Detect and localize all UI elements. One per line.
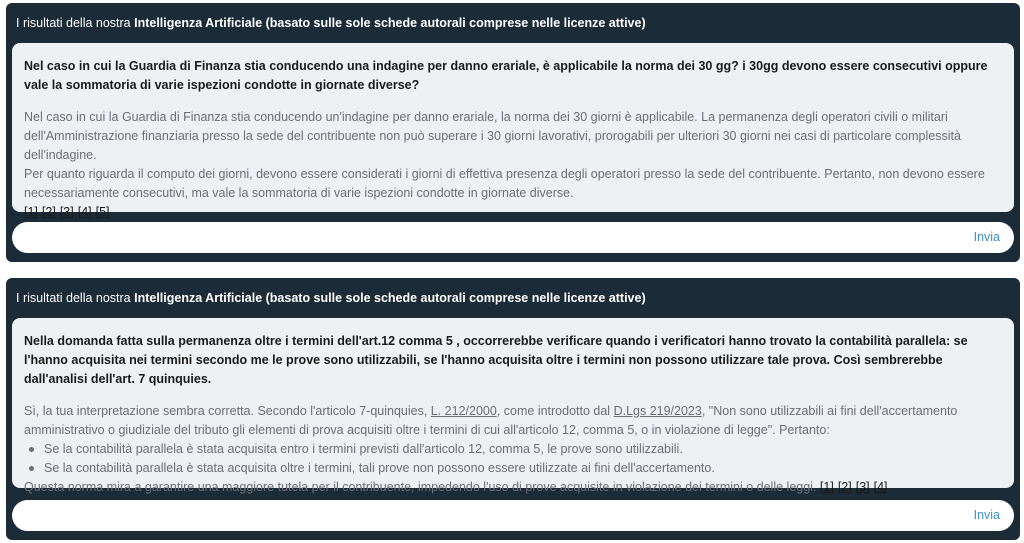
reference-link[interactable]: [4] — [77, 205, 92, 219]
list-item: Se la contabilità parallela è stata acquisita oltre i termini, tali prove non possono essere utilizzate ai fini dell'accertamento. — [24, 459, 1002, 478]
answer-intro: Sì, la tua interpretazione sembra corretta. Secondo l'articolo 7-quinquies, — [24, 404, 431, 418]
law-link[interactable]: D.Lgs 219/2023 — [613, 404, 702, 418]
bullet-list — [24, 440, 1002, 478]
reference-link[interactable]: [5] — [95, 205, 110, 219]
header-prefix: I risultati della nostra — [16, 16, 135, 30]
reference-link[interactable]: [2] — [837, 480, 852, 494]
list-item: Se la contabilità parallela è stata acquisita entro i termini previsti dall'articolo 12, comma 5, le prove sono utilizzabili. — [24, 440, 1002, 459]
answer-outro: Questa norma mira a garantire una maggiore tutela per il contribuente, impedendo l'uso di prove acquisite in violazione dei termini o delle leggi. — [24, 480, 820, 494]
panel-header — [16, 3, 646, 43]
send-button[interactable]: Invia — [973, 508, 1000, 522]
reference-link[interactable]: [1] — [24, 205, 38, 219]
reference-link[interactable]: [3] — [855, 480, 870, 494]
references — [24, 203, 1002, 222]
answer-intro: , "Non sono utilizzabili ai fini dell'accertamento amministrativo o giudiziale del tributo gli elementi di prova acquisiti oltre i termini di cui all'articolo 12, comma 5, o in violazione di legge". Pertanto: — [24, 404, 958, 437]
ai-result-panel — [6, 278, 1020, 540]
send-button[interactable]: Invia — [973, 230, 1000, 244]
reference-link[interactable]: [1] — [819, 480, 834, 494]
panel-header — [16, 278, 646, 318]
answer-paragraph — [24, 478, 1002, 497]
answer-intro: , come introdotto dal — [496, 404, 614, 418]
question-text: Nella domanda fatta sulla permanenza oltre i termini dell'art.12 comma 5 , occorrerebbe verificare quando i verificatori hanno trovato la contabilità parallela: se l'hanno acquisita nei termini secondo me le prove sono utilizzabili, se l'hanno acquisita oltre i termini non possono utilizzare tale prova. Così sembrerebbe dall'analisi dell'art. 7 quinquies. — [24, 334, 968, 386]
answer-text — [24, 402, 1002, 497]
question-text: Nel caso in cui la Guardia di Finanza stia conducendo una indagine per danno erariale, è applicabile la norma dei 30 gg? i 30gg devono essere consecutivi oppure vale la sommatoria di varie ispezioni condotte in giornate diverse? — [24, 59, 988, 92]
answer-text — [24, 108, 1002, 222]
question-input[interactable] — [12, 222, 1014, 253]
law-link[interactable]: L. 212/2000 — [430, 404, 497, 418]
ai-result-panel — [6, 3, 1020, 262]
header-bold: Intelligenza Artificiale (basato sulle sole schede autorali comprese nelle licenze attive) — [134, 291, 646, 305]
header-prefix: I risultati della nostra — [16, 291, 135, 305]
question-input[interactable] — [12, 500, 1014, 531]
answer-paragraph: Per quanto riguarda il computo dei giorni, devono essere considerati i giorni di effettiva presenza degli operatori presso la sede del contribuente. Pertanto, non devono essere necessariamente consecutivi, ma vale la sommatoria di varie ispezioni condotte in giornate diverse. — [24, 167, 985, 200]
reference-link[interactable]: [4] — [873, 480, 888, 494]
header-bold: Intelligenza Artificiale (basato sulle sole schede autorali comprese nelle licenze attive) — [134, 16, 646, 30]
answer-paragraph: Nel caso in cui la Guardia di Finanza stia conducendo un'indagine per danno erariale, la norma dei 30 giorni è applicabile. La permanenza degli operatori civili o militari dell'Amministrazione finanziaria presso la sede del contribuente non può superare i 30 giorni lavorativi, prorogabili per ulteriori 30 giorni nei casi di particolare complessità dell'indagine. — [24, 110, 961, 162]
qa-card — [12, 318, 1014, 494]
qa-card — [12, 43, 1014, 219]
reference-link[interactable]: [2] — [41, 205, 56, 219]
reference-link[interactable]: [3] — [59, 205, 74, 219]
answer-paragraph — [24, 402, 1002, 440]
